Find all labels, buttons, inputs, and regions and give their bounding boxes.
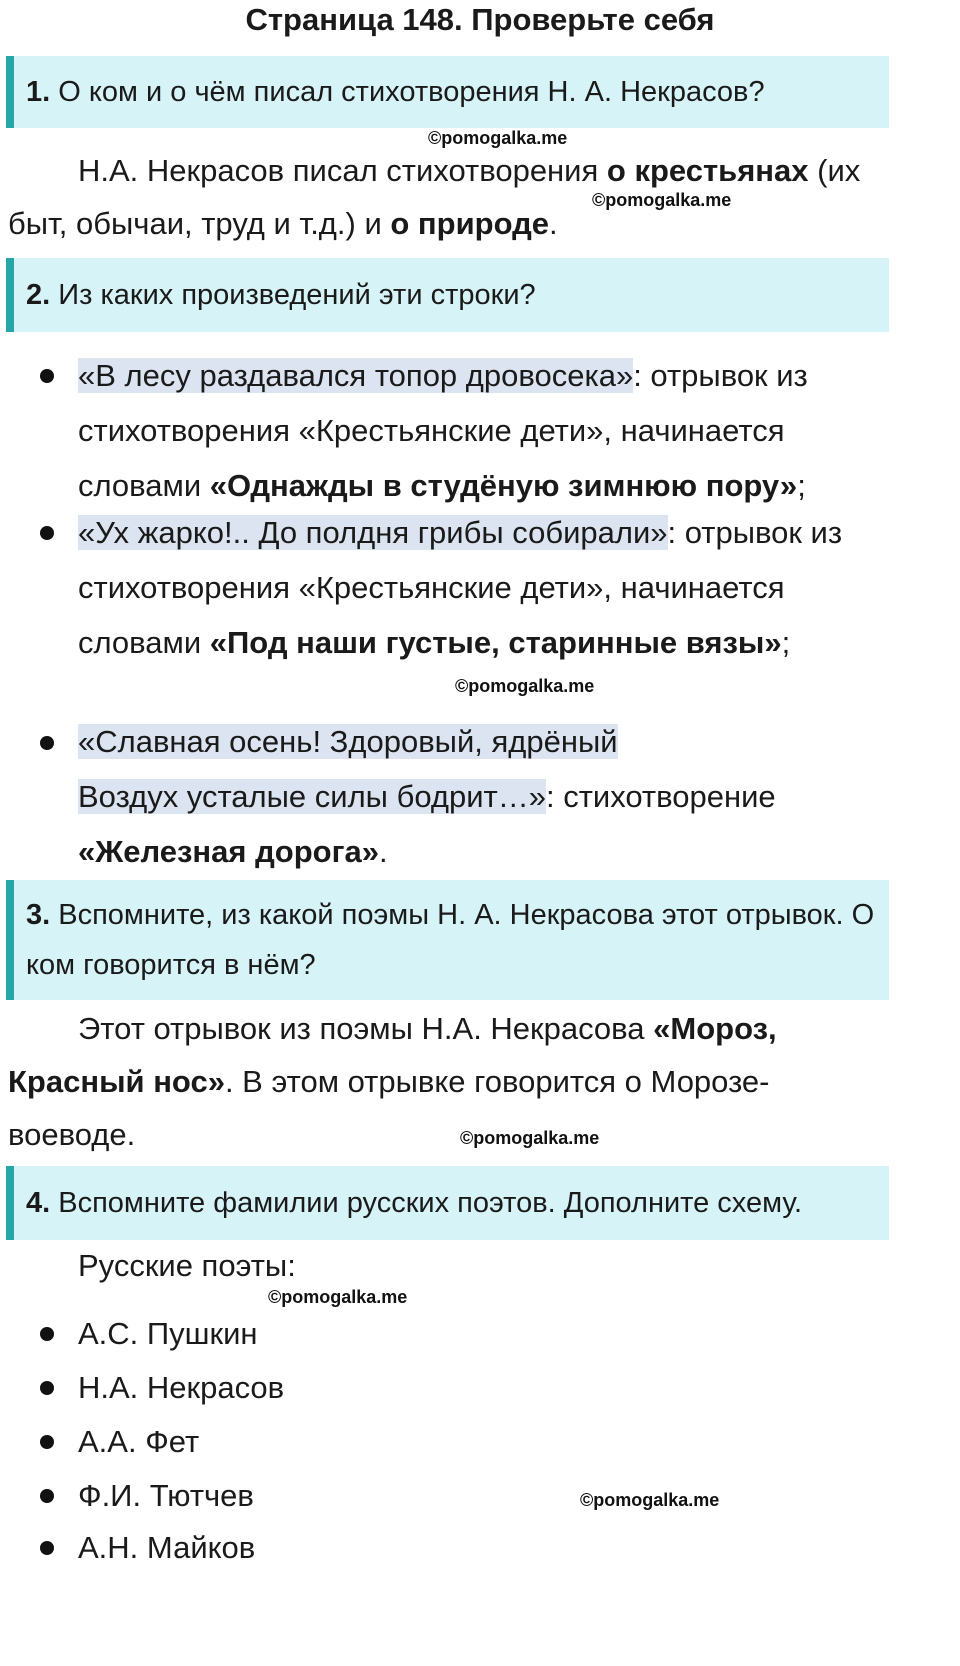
list-item: «Ух жарко!.. До полдня грибы собирали»: отрывок из стихотворения «Крестьянские дети», начинается словами «Под наши густые, старинные вязы»; xyxy=(78,515,843,660)
bullet-icon xyxy=(40,1435,54,1449)
question-number: 1. xyxy=(26,76,51,108)
bullet-icon xyxy=(40,736,54,750)
list-item: Ф.И. Тютчев xyxy=(78,1478,254,1513)
bullet-icon xyxy=(40,1489,54,1503)
question-text: О ком и о чём писал стихотворения Н. А. Некрасов? xyxy=(58,76,765,108)
page-title: Страница 148. Проверьте себя xyxy=(245,2,715,37)
list-item: «В лесу раздавался топор дровосека»: отрывок из стихотворения «Крестьянские дети», начинается словами «Однажды в студёную зимнюю пору»; xyxy=(78,358,808,503)
list-item: А.А. Фет xyxy=(78,1424,200,1459)
answer-3: Этот отрывок из поэмы Н.А. Некрасова «Мороз, Красный нос». В этом отрывке говорится о Морозе-воеводе. xyxy=(8,1011,777,1152)
question-number: 3. xyxy=(26,899,51,931)
question-4 xyxy=(6,1166,889,1240)
question-number: 4. xyxy=(26,1187,51,1219)
watermark: ©pomogalka.me xyxy=(428,128,568,148)
bullet-icon xyxy=(40,1541,54,1555)
question-number: 2. xyxy=(26,279,51,311)
list-item: А.С. Пушкин xyxy=(78,1316,258,1351)
question-text: Вспомните, из какой поэмы Н. А. Некрасова этот отрывок. О ком говорится в нём? xyxy=(26,899,875,981)
bullet-icon xyxy=(40,1381,54,1395)
question-text: Вспомните фамилии русских поэтов. Дополните схему. xyxy=(58,1187,803,1219)
answer-1: Н.А. Некрасов писал стихотворения о крестьянах (их быт, обычаи, труд и т.д.) и о природе. xyxy=(8,153,861,241)
watermark: ©pomogalka.me xyxy=(580,1490,720,1510)
bullet-icon xyxy=(40,369,54,383)
watermark: ©pomogalka.me xyxy=(455,676,595,696)
question-2 xyxy=(6,258,889,332)
bullet-icon xyxy=(40,1327,54,1341)
list-item: Н.А. Некрасов xyxy=(78,1370,285,1405)
watermark: ©pomogalka.me xyxy=(460,1128,600,1148)
bullet-icon xyxy=(40,526,54,540)
question-text: Из каких произведений эти строки? xyxy=(58,279,536,311)
watermark: ©pomogalka.me xyxy=(592,190,732,210)
list-item: А.Н. Майков xyxy=(78,1530,256,1565)
question-3 xyxy=(6,880,889,1000)
list-item: «Славная осень! Здоровый, ядрёный Воздух усталые силы бодрит…»: стихотворение «Железная дорога». xyxy=(78,724,776,869)
question-1 xyxy=(6,56,889,128)
watermark: ©pomogalka.me xyxy=(268,1287,408,1307)
poets-intro: Русские поэты: xyxy=(78,1248,296,1283)
